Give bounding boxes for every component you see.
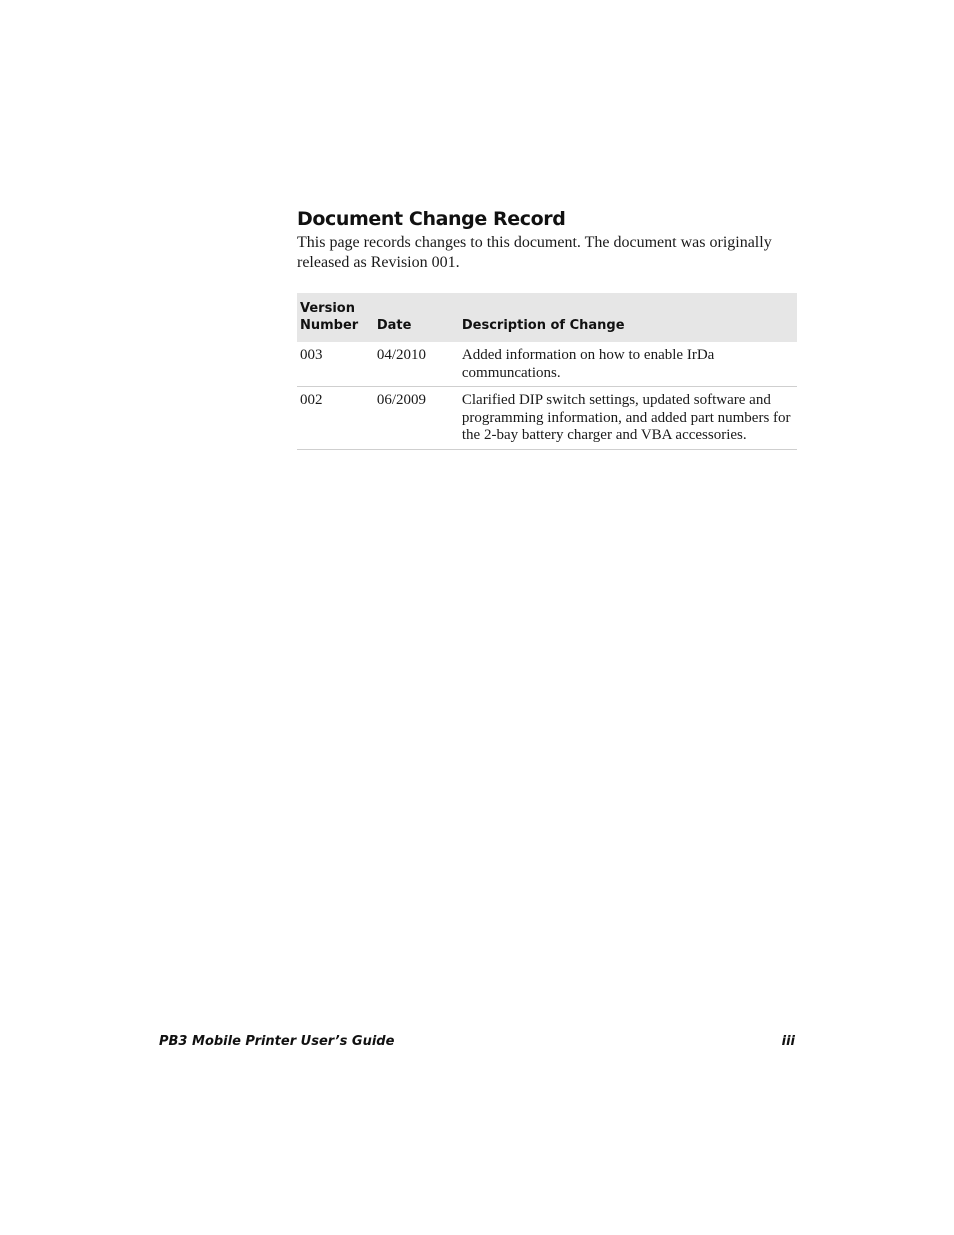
table-row — [297, 342, 797, 387]
row-date: 06/2009 — [374, 387, 459, 450]
table-header-row — [297, 293, 797, 342]
description-header: Description of Change — [459, 293, 797, 342]
footer-page-number: iii — [781, 1034, 795, 1049]
version-number-header — [297, 293, 374, 342]
version-header-line1: Version — [300, 301, 355, 316]
row-version: 002 — [297, 387, 374, 450]
row-description: Clarified DIP switch settings, updated software and programming information, and added part numbers for the 2-bay battery charger and VBA accessories. — [459, 387, 797, 450]
page-title: Document Change Record — [297, 208, 566, 230]
row-date: 04/2010 — [374, 342, 459, 387]
table-row — [297, 387, 797, 450]
date-header: Date — [374, 293, 459, 342]
change-record-table — [297, 293, 797, 450]
intro-paragraph: This page records changes to this document. The document was originally released as Revision 001. — [297, 234, 772, 271]
footer-guide-title: PB3 Mobile Printer User’s Guide — [159, 1034, 395, 1049]
row-description: Added information on how to enable IrDa communcations. — [459, 342, 797, 387]
row-version: 003 — [297, 342, 374, 387]
version-header-line2: Number — [300, 318, 359, 333]
